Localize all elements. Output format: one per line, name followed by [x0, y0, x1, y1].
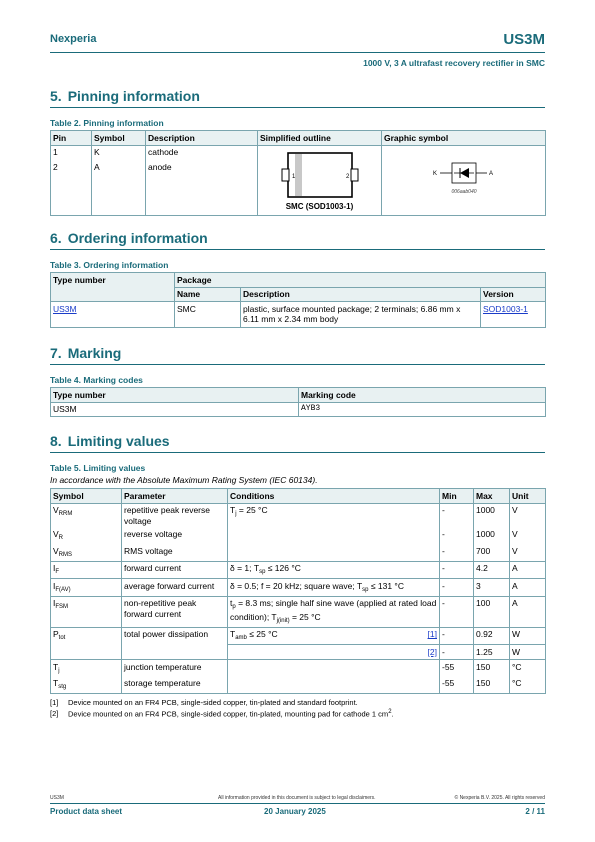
table-caption: Table 2. Pinning information — [50, 118, 164, 128]
table-row: [2] - 1.25 W — [51, 645, 546, 660]
footnote-ref-2-link[interactable]: [2] — [427, 646, 437, 657]
footer-divider — [50, 803, 545, 804]
section-limiting-values — [50, 433, 545, 694]
header-divider — [50, 52, 545, 53]
version-link[interactable]: SOD1003-1 — [483, 303, 528, 314]
th-graphic-symbol: Graphic symbol — [382, 131, 546, 146]
table-row: $I_{F(AV)}$ average forward current δ = 0.5; f = 20 kHz; square wave; $T_{sp} \le 131$ °C - 3 A — [51, 579, 546, 597]
diode-k-label: K — [432, 171, 437, 178]
type-number-link[interactable]: US3M — [53, 303, 77, 314]
desc-cathode: cathode — [148, 147, 179, 158]
symbol-a: A — [94, 161, 100, 172]
footer-part: US3M — [50, 795, 64, 801]
th-version: Version — [481, 287, 546, 302]
desc-anode: anode — [148, 161, 172, 172]
th-symbol: Symbol — [92, 131, 146, 146]
section-title: 7. Marking — [50, 345, 545, 365]
th-description: Description — [146, 131, 258, 146]
outline-label: SMC (SOD1003-1) — [285, 202, 354, 212]
symbol-cells — [92, 145, 146, 215]
th-symbol: Symbol — [51, 489, 122, 504]
pin-2: 2 — [53, 161, 58, 172]
th-conditions: Conditions — [228, 489, 440, 504]
table-row: $T_{stg}$ storage temperature -55 150 °C — [51, 677, 546, 694]
th-type-number: Type number — [51, 273, 175, 302]
th-pin: Pin — [51, 131, 92, 146]
document-subtitle: 1000 V, 3 A ultrafast recovery rectifier in SMC — [363, 58, 545, 68]
outline-cell — [258, 145, 382, 215]
footnote-1: [1] Device mounted on an FR4 PCB, single-sided copper, tin-plated and standard footprint. — [50, 698, 358, 707]
footer-doc-type: Product data sheet — [50, 807, 123, 816]
pin-1: 1 — [53, 147, 58, 158]
section-ordering — [50, 230, 545, 328]
section-marking — [50, 345, 545, 417]
type-number-cell — [51, 302, 175, 327]
table-row: $P_{tot}$ total power dissipation $T_{amb} \le 25$ °C [1] - 0.92 W — [51, 627, 546, 645]
graphic-symbol-cell — [382, 145, 546, 215]
footnotes — [50, 697, 394, 720]
smc-package-outline — [280, 149, 360, 201]
table-caption: Table 5. Limiting values — [50, 463, 146, 473]
th-parameter: Parameter — [122, 489, 228, 504]
th-min: Min — [440, 489, 474, 504]
diode-symbol-icon — [429, 161, 499, 197]
th-description: Description — [241, 287, 481, 302]
package-description-cell: plastic, surface mounted package; 2 terminals; 6.86 mm x 6.11 mm x 2.34 mm body — [241, 302, 481, 327]
footer-copyright: © Nexperia B.V. 2025. All rights reserved — [454, 795, 545, 801]
th-type-number: Type number — [51, 388, 299, 403]
footer-date: 20 January 2025 — [264, 807, 326, 816]
th-outline: Simplified outline — [258, 131, 382, 146]
symbol-k: K — [94, 147, 100, 158]
part-number: US3M — [503, 31, 545, 48]
th-name: Name — [175, 287, 241, 302]
table-row: $V_{RMS}$ RMS voltage - 700 V — [51, 544, 546, 561]
section-title: 8. Limiting values — [50, 433, 545, 453]
footer-disclaimer: All information provided in this document is subject to legal disclaimers. — [218, 795, 376, 801]
pin-cells — [51, 145, 92, 215]
table-note: In accordance with the Absolute Maximum Rating System (IEC 60134). — [50, 475, 318, 485]
footer-page-number: 2 / 11 — [525, 807, 545, 816]
section-pinning — [50, 88, 545, 216]
table-caption: Table 3. Ordering information — [50, 260, 169, 270]
table-row: $I_{FSM}$ non-repetitive peak forward current $t_p = 8.3$ ms; single half sine wave (applied at rated load condition); $T_{j(init)} = 25$ °C - 100 A — [51, 596, 546, 627]
limiting-values-table — [50, 488, 546, 694]
marking-type-cell: US3M — [51, 402, 299, 417]
symbol-code: 006aab040 — [450, 189, 477, 196]
marking-code-cell: AYB3 — [299, 402, 546, 417]
section-title: 5. Pinning information — [50, 88, 545, 108]
table-caption: Table 4. Marking codes — [50, 375, 143, 385]
table-row: $V_{RRM}$ repetitive peak reverse voltage $T_j = 25$ °C - 1000 V — [51, 503, 546, 528]
outline-pin1-label: 1 — [291, 174, 295, 181]
section-title: 6. Ordering information — [50, 230, 545, 250]
marking-table — [50, 387, 546, 417]
table-row: $V_R$ reverse voltage - 1000 V — [51, 528, 546, 545]
th-package: Package — [175, 273, 546, 288]
package-name-cell: SMC — [175, 302, 241, 327]
th-unit: Unit — [510, 489, 546, 504]
outline-pin2-label: 2 — [345, 174, 349, 181]
th-max: Max — [474, 489, 510, 504]
table-row: $T_j$ junction temperature -55 150 °C — [51, 660, 546, 677]
footnote-2: [2] Device mounted on an FR4 PCB, single-sided copper, tin-plated, mounting pad for cathode 1 $cm^2$. — [50, 709, 394, 719]
ordering-table — [50, 272, 546, 328]
description-cells — [146, 145, 258, 215]
diode-a-label: A — [488, 171, 493, 178]
table-row: $I_F$ forward current δ = 1; $T_{sp} \le 126$ °C - 4.2 A — [51, 561, 546, 579]
pinning-table — [50, 130, 546, 216]
version-cell — [481, 302, 546, 327]
brand-name: Nexperia — [50, 33, 97, 45]
th-marking-code: Marking code — [299, 388, 546, 403]
footnote-ref-1-link[interactable]: [1] — [427, 629, 437, 640]
